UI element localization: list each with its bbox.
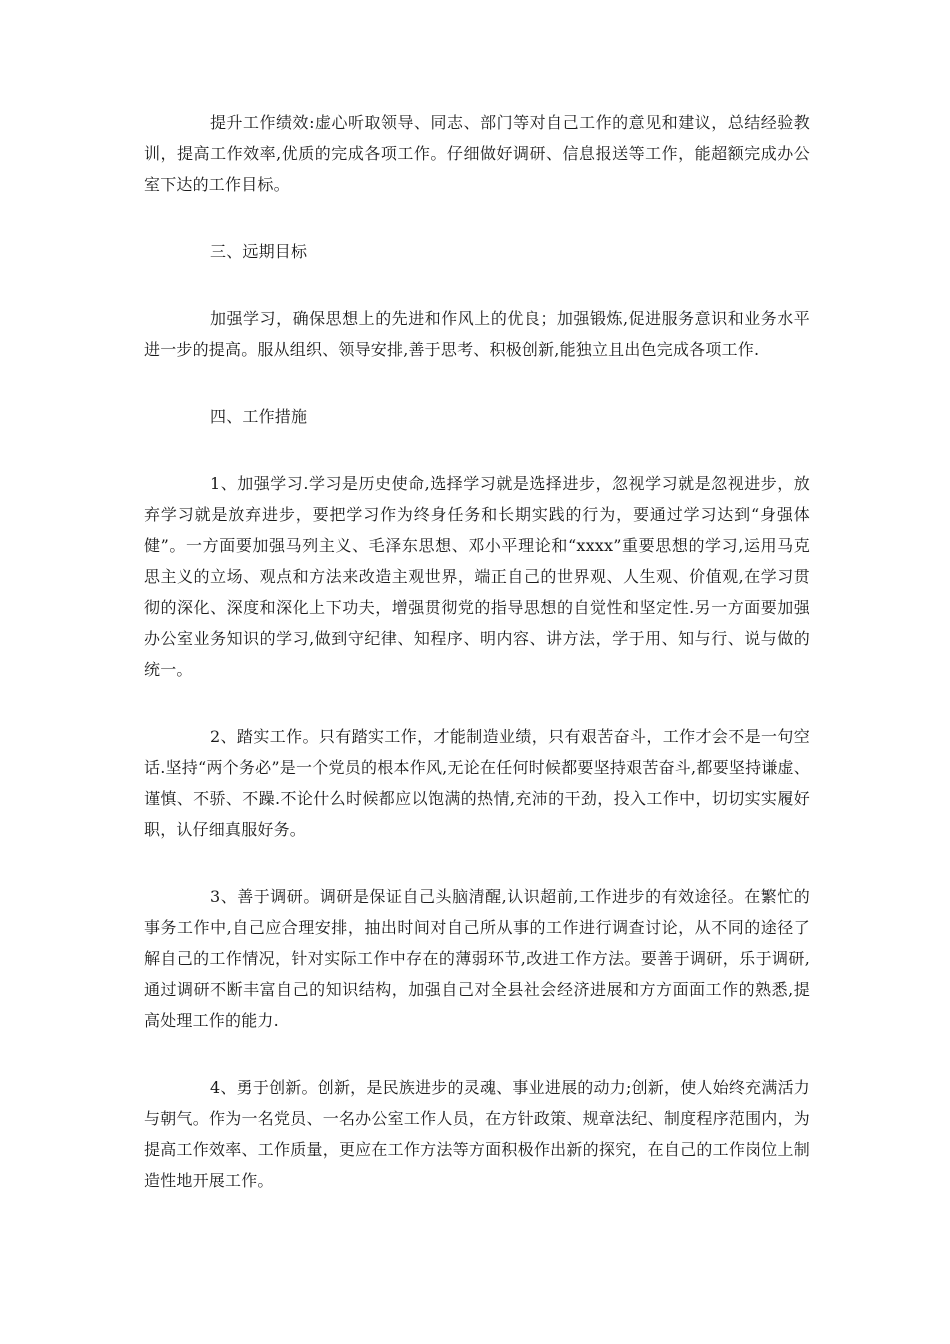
paragraph-measure-innovation: 4、勇于创新。创新，是民族进步的灵魂、事业进展的动力;创新，使人始终充满活力与朝气。作为一名党员、一名办公室工作人员，在方针政策、规章法纪、制度程序范围内，为提高工作效率、工作质量，更应在工作方法等方面积极作出新的探究，在自己的工作岗位上制造性地开展工作。 (144, 1078, 810, 1190)
heading-work-measures: 四、工作措施 (210, 407, 308, 426)
paragraph-work-performance: 提升工作绩效:虚心听取领导、同志、部门等对自己工作的意见和建议，总结经验教训，提高工作效率,优质的完成各项工作。仔细做好调研、信息报送等工作，能超额完成办公室下达的工作目标。 (144, 113, 810, 194)
document-body (144, 107, 810, 1196)
paragraph-measure-study: 1、加强学习.学习是历史使命,选择学习就是选择进步，忽视学习就是忽视进步，放弃学习就是放弃进步，要把学习作为终身任务和长期实践的行为，要通过学习达到“身强体健”。一方面要加强马列主义、毛泽东思想、邓小平理论和“xxxx”重要思想的学习,运用马克思主义的立场、观点和方法来改造主观世界，端正自己的世界观、人生观、价值观,在学习贯彻的深化、深度和深化上下功夫，增强贯彻党的指导思想的自觉性和坚定性.另一方面要加强办公室业务知识的学习,做到守纪律、知程序、明内容、讲方法，学于用、知与行、说与做的统一。 (144, 474, 810, 679)
heading-long-term-goals: 三、远期目标 (210, 242, 308, 261)
paragraph-long-term-goals: 加强学习，确保思想上的先进和作风上的优良；加强锻炼,促进服务意识和业务水平进一步的提高。服从组织、领导安排,善于思考、积极创新,能独立且出色完成各项工作. (144, 309, 810, 359)
paragraph-measure-research: 3、善于调研。调研是保证自己头脑清醒,认识超前,工作进步的有效途径。在繁忙的事务工作中,自己应合理安排，抽出时间对自己所从事的工作进行调查讨论，从不同的途径了解自己的工作情况，针对实际工作中存在的薄弱环节,改进工作方法。要善于调研，乐于调研,通过调研不断丰富自己的知识结构，加强自己对全县社会经济进展和方方面面工作的熟悉,提高处理工作的能力. (144, 887, 810, 1030)
paragraph-measure-work: 2、踏实工作。只有踏实工作，才能制造业绩，只有艰苦奋斗，工作才会不是一句空话.坚持“两个务必”是一个党员的根本作风,无论在任何时候都要坚持艰苦奋斗,都要坚持谦虚、谨慎、不骄、不躁.不论什么时候都应以饱满的热情,充沛的干劲，投入工作中，切切实实履好职，认仔细真服好务。 (144, 727, 810, 839)
